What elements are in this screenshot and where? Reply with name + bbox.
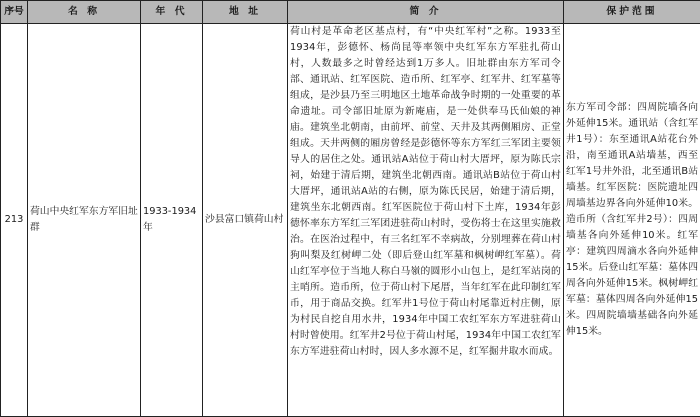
cell-number: 213 bbox=[1, 24, 28, 417]
header-intro: 简 介 bbox=[288, 1, 564, 24]
header-era: 年 代 bbox=[141, 1, 203, 24]
cell-era: 1933-1934年 bbox=[141, 24, 203, 417]
cell-name: 荷山中央红军东方军旧址群 bbox=[28, 24, 141, 417]
table-row bbox=[1, 24, 700, 417]
table-header bbox=[1, 1, 700, 24]
cell-address: 沙县富口镇荷山村 bbox=[203, 24, 288, 417]
table-body bbox=[1, 24, 700, 417]
cell-intro: 荷山村是革命老区基点村，有“中央红军村”之称。1933至1934年，彭德怀、杨尚昆等率领中央红军东方军驻扎荷山村，人数最多之时曾经达到1万多人。旧址群由东方军司令部、通讯站、红军医院、造币所、红军亭、红军井、红军墓等组成，是沙县乃至三明地区土地革命战争时期的一处重要的革命遗址。司令部旧址原为新庵庙，是一处供奉马氏仙娘的神庙。建筑坐北朝南，由前坪、前堂、天井及其两侧厢房、正堂组成。天井两侧的厢房曾经是彭德怀等东方军红三军团主要领导人的居住之处。通讯站A站位于荷山村大厝坪，原为陈氏宗祠，始建于清后期，建筑坐北朝西南。通讯站B站位于荷山村大厝坪，通讯站A站的右侧，原为陈氏民居，始建于清后期，建筑坐东北朝西南。红军医院位于荷山村下土库，1934年彭德怀率东方军红三军团进驻荷山村时，受伤将士在这里实施救治。在医治过程中，有三名红军不幸病故，分别埋葬在荷山村狗叫梨及红树岬二处（即后登山红军墓和枫树岬红军墓）。荷山红军亭位于当地人称白马嶺的圆形小山包上，是红军站岗的主哨所。造币所，位于荷山村下尾厝，当年红军在此印制红军币，用于商品交换。红军井1号位于荷山村尾靠近村庄侧，原为村民自挖自用水井，1934年中国工农红军东方军进驻荷山村时曾使用。红军井2号位于荷山村尾，1934年中国工农红军东方军进驻荷山村时，因人多水源不足，红军掘井取水而成。 bbox=[288, 24, 564, 417]
header-row bbox=[1, 1, 700, 24]
header-protection: 保护范围 bbox=[564, 1, 700, 24]
header-address: 地 址 bbox=[203, 1, 288, 24]
header-number: 序号 bbox=[1, 1, 28, 24]
header-name: 名 称 bbox=[28, 1, 141, 24]
cell-protection: 东方军司令部：四周院墙各向外延伸15米。通讯站（含红军井1号）：东至通讯A站花台外沿，南至通讯A站墙基，西至红军1号井外沿，北至通讯B站墙基。红军医院：医院遗址四周墙基边界各向外延伸10米。造币所（含红军井2号）：四周墙基各向外延伸10米。红军亭：建筑四周滴水各向外延伸15米。后登山红军墓：墓体四周各向外延伸15米。枫树岬红军墓：墓体四周各向外延伸15米。四周院墙墙基础各向外延伸15米。 bbox=[564, 24, 700, 417]
